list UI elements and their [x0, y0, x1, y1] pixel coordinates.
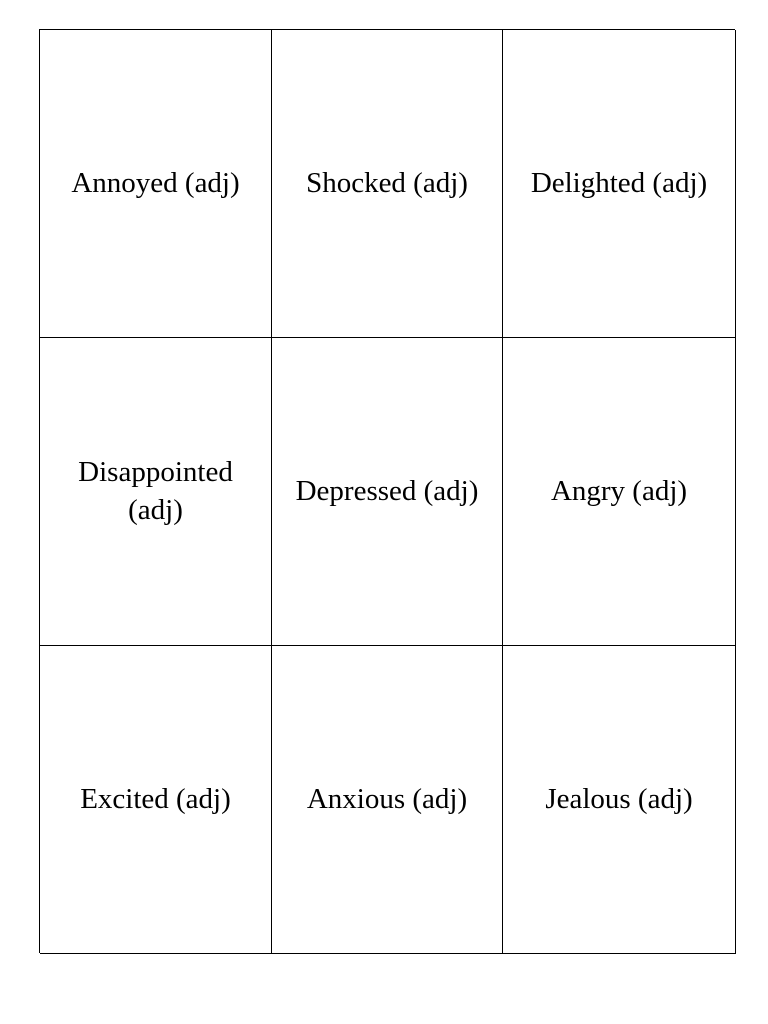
card-shocked: [272, 30, 503, 338]
card-label: Delighted (adj): [530, 166, 708, 199]
card-jealous: [503, 646, 736, 954]
card-label: Excited (adj): [80, 782, 231, 815]
card-label: Depressed (adj): [295, 474, 479, 507]
card-depressed: [272, 338, 503, 646]
card-delighted: [503, 30, 736, 338]
card-excited: [40, 646, 272, 954]
card-label: Anxious (adj): [306, 782, 468, 815]
card-label: Annoyed (adj): [71, 166, 240, 199]
card-label: Angry (adj): [550, 474, 688, 507]
card-anxious: [272, 646, 503, 954]
card-annoyed: [40, 30, 272, 338]
card-label: Shocked (adj): [306, 166, 468, 199]
card-angry: [503, 338, 736, 646]
card-label: Disappointed (adj): [78, 456, 233, 526]
card-label: Jealous (adj): [545, 782, 693, 815]
card-disappointed: [40, 338, 272, 646]
vocabulary-card-grid: [39, 29, 735, 953]
